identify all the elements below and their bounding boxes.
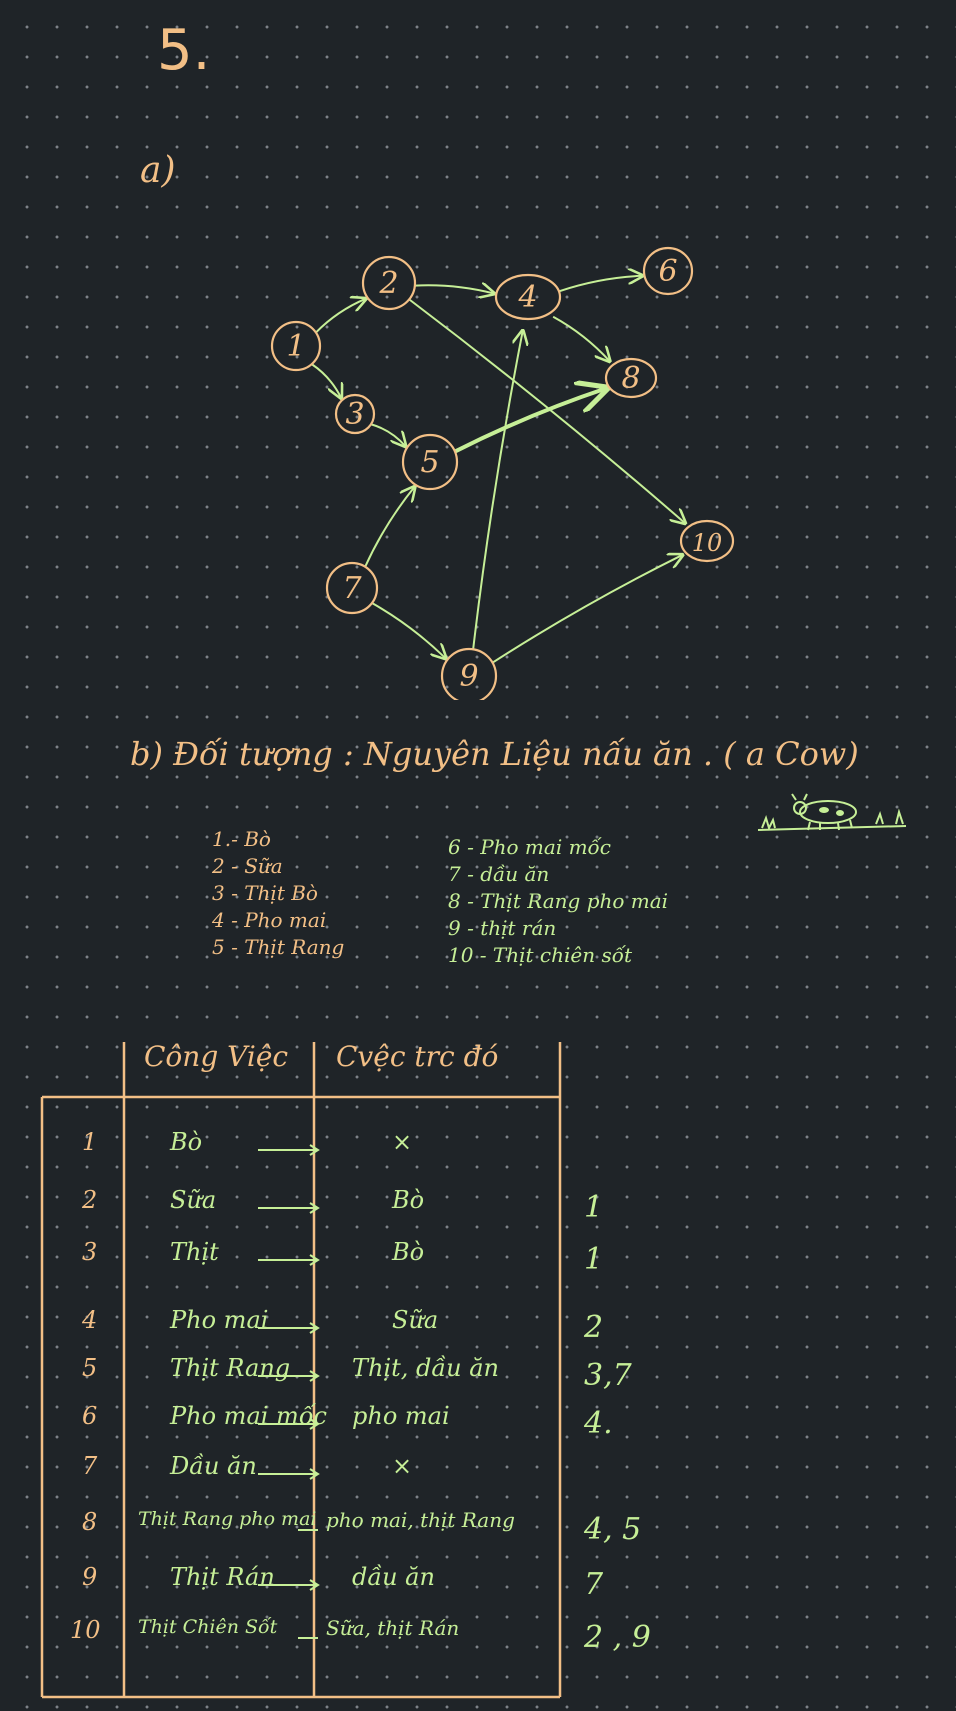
table-row-arrow-icon [256, 1577, 346, 1593]
ingredient-item: 9 - thịt rán [448, 916, 557, 940]
table-row-number: 1 [82, 1128, 98, 1156]
graph-node-label: 10 [691, 529, 723, 557]
ingredient-item: 5 - Thịt Rang [212, 935, 345, 959]
graph-node-label: 5 [420, 445, 440, 480]
table-row-arrow-icon [256, 1416, 346, 1432]
table-row-prev: Sữa [392, 1306, 439, 1334]
table-row-prev: pho mai [352, 1402, 450, 1430]
table-row-task: Thịt [170, 1238, 219, 1266]
table-row-arrow-icon [256, 1142, 346, 1158]
table-row-number: 4 [82, 1306, 98, 1334]
table-row-task: Thịt Rang [170, 1354, 291, 1382]
ingredient-item: 4 - Pho mai [212, 908, 327, 932]
table-row-number: 3 [82, 1238, 98, 1266]
table-row-arrow-icon [296, 1522, 386, 1538]
graph-node-label: 3 [345, 397, 365, 432]
table-row-ids: 7 [584, 1567, 604, 1602]
table-row-arrow-icon [256, 1320, 346, 1336]
table-header-task: Công Việc [144, 1040, 289, 1073]
problem-number: 5. [157, 18, 211, 83]
table-row-arrow-icon [256, 1200, 346, 1216]
graph-node-label: 8 [621, 361, 641, 396]
table-row-prev: Bò [392, 1186, 425, 1214]
graph-node-label: 1 [286, 329, 306, 364]
ingredient-item: 3 - Thịt Bò [212, 881, 318, 905]
table-row-number: 9 [82, 1563, 98, 1591]
table-row-prev: Bò [392, 1238, 425, 1266]
ingredient-item: 6 - Pho mai mốc [448, 835, 611, 859]
table-row-arrow-icon [256, 1466, 346, 1482]
graph-node-label: 2 [379, 266, 399, 301]
table-row-prev: Thịt, dầu ăn [352, 1354, 499, 1382]
part-a-label: a) [140, 150, 176, 191]
table-row-prev: × [392, 1128, 413, 1156]
table-row-ids: 4. [584, 1406, 613, 1441]
table-row-task: Thịt Rán [170, 1563, 275, 1591]
table-row-prev: dầu ăn [352, 1563, 435, 1591]
graph-node-label: 7 [342, 571, 362, 606]
graph-node-label: 4 [518, 280, 538, 315]
table-row-ids: 3,7 [584, 1358, 632, 1393]
graph-node-label: 9 [459, 659, 479, 694]
table-row-task: Bò [170, 1128, 203, 1156]
table-row-number: 2 [82, 1186, 98, 1214]
table-row-prev: pho mai, thịt Rang [326, 1508, 515, 1532]
ingredient-item: 7 - dầu ăn [448, 862, 550, 886]
ingredient-item: 2 - Sữa [212, 854, 283, 878]
table-row-arrow-icon [296, 1630, 386, 1646]
table-row-ids: 1 [584, 1190, 604, 1225]
table-row-task: Thịt Rang pho mai [138, 1508, 317, 1530]
ingredient-item: 1.- Bò [212, 827, 271, 851]
table-row-ids: 1 [584, 1242, 604, 1277]
ingredient-item: 10 - Thịt chiên sốt [448, 943, 633, 967]
table-row-arrow-icon [256, 1252, 346, 1268]
table-row-arrow-icon [256, 1368, 346, 1384]
table-row-ids: 2 [584, 1310, 604, 1345]
table-row-task: Thịt Chiên Sốt [138, 1616, 278, 1638]
table-row-prev: × [392, 1452, 413, 1480]
table-row-number: 5 [82, 1354, 98, 1382]
table-row-task: Pho mai [170, 1306, 269, 1334]
table-row-number: 7 [82, 1452, 98, 1480]
table-row-number: 10 [70, 1616, 101, 1644]
table-row-number: 6 [82, 1402, 98, 1430]
table-row-task: Dầu ăn [170, 1452, 257, 1480]
graph-node-label: 6 [658, 254, 678, 289]
table-row-number: 8 [82, 1508, 98, 1536]
part-b-title: b) Đối tượng : Nguyên Liệu nấu ăn . ( a Cow) [130, 735, 859, 773]
table-row-prev: Sữa, thịt Rán [326, 1616, 460, 1640]
table-row-ids: 4, 5 [584, 1512, 642, 1547]
table-row-ids: 2 , 9 [584, 1620, 651, 1655]
table-row-task: Sữa [170, 1186, 217, 1214]
table-row-task: Pho mai mốc [170, 1402, 327, 1430]
table-header-prev: Cvệc trc đó [336, 1040, 499, 1073]
ingredient-item: 8 - Thịt Rang pho mai [448, 889, 669, 913]
